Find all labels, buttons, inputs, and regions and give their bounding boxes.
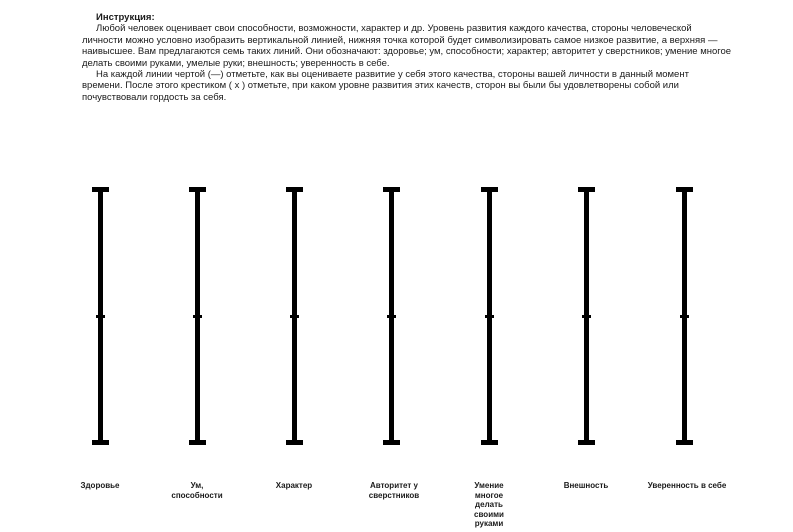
instruction-paragraph-2: На каждой линии чертой (—) отметьте, как вы оцениваете развитие у себя этого качества, стороны вашей личности в данный момент времени. После этого крестиком ( x ) отметьте, при каком уровне развития этих качеств, сторон вы были бы удовлетворены собой или почувствовали гордость за себя. xyxy=(82,69,689,103)
scale-bottom-cap xyxy=(92,440,109,445)
scale-label: Уверенность в себе xyxy=(647,481,727,490)
scale-bottom-cap xyxy=(383,440,400,445)
scale-mid-tick xyxy=(193,315,202,318)
scale-label: Здоровье xyxy=(80,481,120,490)
scale-mid-tick xyxy=(387,315,396,318)
scale-label: Ум, способности xyxy=(171,481,223,500)
scale-mid-tick xyxy=(680,315,689,318)
scale-label: Характер xyxy=(275,481,313,490)
scale-mid-tick xyxy=(485,315,494,318)
scale-bottom-cap xyxy=(676,440,693,445)
scale-label: Авторитет у сверстников xyxy=(368,481,420,500)
scale-bottom-cap xyxy=(481,440,498,445)
scale-self-confidence[interactable] xyxy=(624,185,744,525)
scale-bottom-cap xyxy=(189,440,206,445)
scale-mid-tick xyxy=(96,315,105,318)
scale-mid-tick xyxy=(290,315,299,318)
instruction-heading: Инструкция: xyxy=(96,12,155,23)
scale-label: Умение многое делать своими руками xyxy=(474,481,504,528)
scale-bottom-cap xyxy=(286,440,303,445)
scale-mid-tick xyxy=(582,315,591,318)
scale-label: Внешность xyxy=(563,481,609,490)
instruction-paragraph-1: Любой человек оценивает свои способности, возможности, характер и др. Уровень развития каждого качества, стороны человеческой личности можно условно изобразить вертикальной линией, нижняя точка которой будет символизировать самое низкое развитие, а верхняя — наивысшее. Вам предлагаются семь таких линий. Они обозначают: здоровье; ум, способности; характер; авторитет у сверстников; умение многое делать своими руками, умелые руки; внешность; уверенность в себе. xyxy=(82,23,732,69)
scale-bottom-cap xyxy=(578,440,595,445)
